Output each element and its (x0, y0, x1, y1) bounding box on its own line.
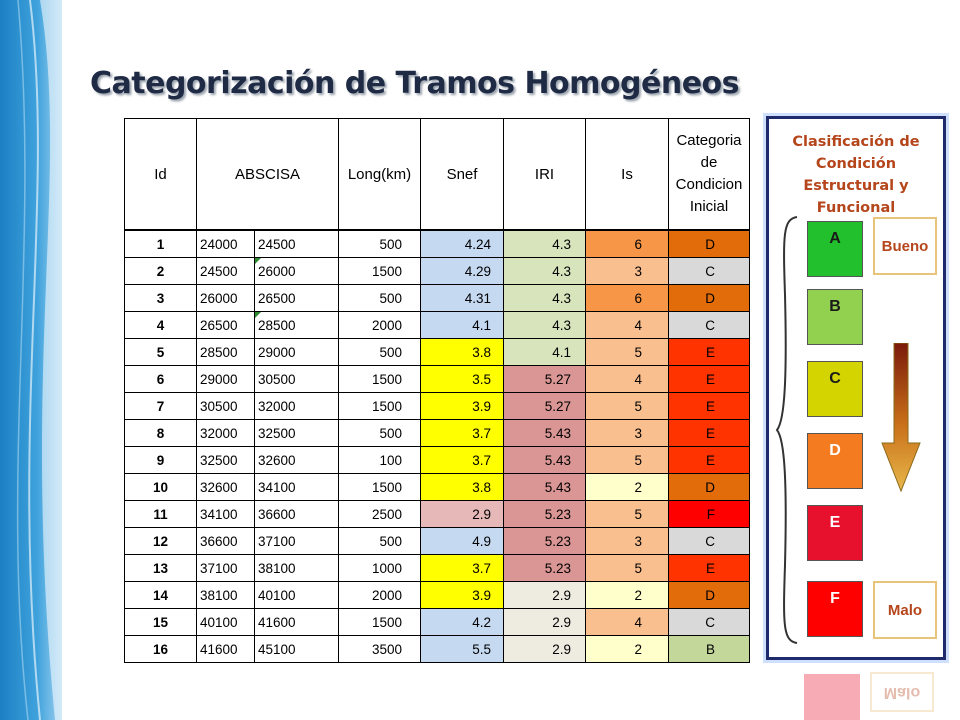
cell-categoria: C (669, 609, 750, 636)
grade-box-e: E (807, 505, 863, 561)
cell-snef: 4.31 (421, 285, 504, 312)
cell-abscisa-from: 26500 (197, 312, 255, 339)
id: 9 (125, 447, 197, 474)
cell-abscisa-to: 28500 (255, 312, 339, 339)
cell-comment-marker (255, 258, 261, 264)
cell-long: 2500 (339, 501, 421, 528)
cell-iri: 2.9 (504, 636, 586, 663)
cell-iri: 5.27 (504, 366, 586, 393)
grade-box-d: D (807, 433, 863, 489)
cell-long: 1500 (339, 609, 421, 636)
cell-categoria: E (669, 366, 750, 393)
cell-abscisa-from: 30500 (197, 393, 255, 420)
id: 10 (125, 474, 197, 501)
cell-snef: 3.8 (421, 474, 504, 501)
header-snef: Snef (421, 119, 504, 231)
id: 5 (125, 339, 197, 366)
cell-snef: 5.5 (421, 636, 504, 663)
cell-categoria: F (669, 501, 750, 528)
left-ribbon-decoration (0, 0, 62, 720)
bad-label: Malo (873, 581, 937, 639)
id: 6 (125, 366, 197, 393)
table-row (125, 420, 750, 447)
cell-abscisa-to: 37100 (255, 528, 339, 555)
legend-title-line1: Clasificación de (792, 134, 920, 150)
cell-abscisa-from: 24500 (197, 258, 255, 285)
cell-abscisa-to: 34100 (255, 474, 339, 501)
cell-iri: 4.3 (504, 285, 586, 312)
grade-box-f: F (807, 581, 863, 637)
cell-is: 2 (586, 474, 669, 501)
id: 11 (125, 501, 197, 528)
cell-is: 3 (586, 528, 669, 555)
cell-snef: 3.8 (421, 339, 504, 366)
cell-categoria: B (669, 636, 750, 663)
cell-abscisa-to: 41600 (255, 609, 339, 636)
id: 15 (125, 609, 197, 636)
cell-iri: 5.43 (504, 447, 586, 474)
header-categoria: Categoria de Condicion Inicial (669, 119, 750, 231)
legend-title-line3: Funcional (816, 200, 896, 216)
cell-is: 3 (586, 258, 669, 285)
cell-is: 5 (586, 339, 669, 366)
cell-abscisa-from: 32500 (197, 447, 255, 474)
cell-abscisa-to: 45100 (255, 636, 339, 663)
cell-abscisa-from: 41600 (197, 636, 255, 663)
cell-categoria: D (669, 474, 750, 501)
id: 3 (125, 285, 197, 312)
table-row (125, 366, 750, 393)
cell-is: 6 (586, 230, 669, 258)
cell-abscisa-to: 24500 (255, 230, 339, 258)
cell-snef: 3.9 (421, 582, 504, 609)
grade-box-a: A (807, 221, 863, 277)
cell-abscisa-to: 38100 (255, 555, 339, 582)
table-body (125, 230, 750, 663)
cell-categoria: E (669, 393, 750, 420)
cell-long: 1500 (339, 258, 421, 285)
cell-snef: 2.9 (421, 501, 504, 528)
cell-snef: 4.9 (421, 528, 504, 555)
table-row (125, 285, 750, 312)
cell-abscisa-to: 30500 (255, 366, 339, 393)
grade-box-c: C (807, 361, 863, 417)
cell-long: 2000 (339, 582, 421, 609)
cell-is: 5 (586, 555, 669, 582)
cell-long: 500 (339, 420, 421, 447)
cell-categoria: C (669, 258, 750, 285)
cell-is: 5 (586, 393, 669, 420)
id: 7 (125, 393, 197, 420)
cell-is: 2 (586, 636, 669, 663)
cell-iri: 5.23 (504, 501, 586, 528)
table-row (125, 474, 750, 501)
cell-long: 500 (339, 285, 421, 312)
cell-snef: 4.24 (421, 230, 504, 258)
cell-is: 2 (586, 582, 669, 609)
cell-iri: 5.43 (504, 420, 586, 447)
cell-abscisa-from: 24000 (197, 230, 255, 258)
table-row (125, 555, 750, 582)
cell-long: 100 (339, 447, 421, 474)
cell-iri: 2.9 (504, 582, 586, 609)
cell-iri: 5.27 (504, 393, 586, 420)
cell-abscisa-to: 26500 (255, 285, 339, 312)
cell-abscisa-from: 36600 (197, 528, 255, 555)
table-row (125, 609, 750, 636)
id: 13 (125, 555, 197, 582)
cell-snef: 4.1 (421, 312, 504, 339)
header-id: Id (125, 119, 197, 231)
grade-box-b: B (807, 289, 863, 345)
cell-snef: 4.2 (421, 609, 504, 636)
cell-snef: 4.29 (421, 258, 504, 285)
cell-snef: 3.7 (421, 420, 504, 447)
cell-is: 3 (586, 420, 669, 447)
legend-reflection (766, 664, 940, 720)
cell-is: 6 (586, 285, 669, 312)
cell-categoria: D (669, 285, 750, 312)
cell-abscisa-from: 29000 (197, 366, 255, 393)
cell-long: 3500 (339, 636, 421, 663)
cell-abscisa-to: 32600 (255, 447, 339, 474)
table-row (125, 230, 750, 258)
table-row (125, 528, 750, 555)
legend-title (769, 131, 943, 219)
cell-abscisa-from: 40100 (197, 609, 255, 636)
cell-long: 1500 (339, 474, 421, 501)
cell-is: 4 (586, 366, 669, 393)
cell-abscisa-to: 40100 (255, 582, 339, 609)
id: 2 (125, 258, 197, 285)
id: 16 (125, 636, 197, 663)
cell-abscisa-from: 26000 (197, 285, 255, 312)
cell-iri: 5.43 (504, 474, 586, 501)
cell-snef: 3.7 (421, 555, 504, 582)
id: 4 (125, 312, 197, 339)
header-iri: IRI (504, 119, 586, 231)
cell-abscisa-from: 38100 (197, 582, 255, 609)
cell-snef: 3.7 (421, 447, 504, 474)
cell-iri: 4.3 (504, 258, 586, 285)
cell-categoria: E (669, 420, 750, 447)
slide-title: Categorización de Tramos Homogéneos (90, 66, 740, 101)
table-row (125, 393, 750, 420)
cell-iri: 4.3 (504, 230, 586, 258)
cell-long: 500 (339, 339, 421, 366)
cell-snef: 3.9 (421, 393, 504, 420)
cell-categoria: C (669, 312, 750, 339)
table-row (125, 501, 750, 528)
id: 1 (125, 230, 197, 258)
cell-abscisa-to: 32500 (255, 420, 339, 447)
categorization-table (124, 118, 750, 663)
good-label: Bueno (873, 217, 937, 275)
cell-is: 5 (586, 501, 669, 528)
cell-iri: 5.23 (504, 528, 586, 555)
cell-iri: 4.1 (504, 339, 586, 366)
cell-abscisa-to: 29000 (255, 339, 339, 366)
classification-legend (766, 116, 946, 660)
cell-categoria: D (669, 582, 750, 609)
reflection-label: Malo (870, 672, 934, 712)
cell-categoria: C (669, 528, 750, 555)
id: 8 (125, 420, 197, 447)
cell-iri: 4.3 (504, 312, 586, 339)
cell-snef: 3.5 (421, 366, 504, 393)
cell-categoria: E (669, 447, 750, 474)
header-abscisa: ABSCISA (197, 119, 339, 231)
cell-long: 1500 (339, 366, 421, 393)
cell-categoria: E (669, 555, 750, 582)
cell-long: 2000 (339, 312, 421, 339)
table-row (125, 339, 750, 366)
cell-iri: 5.23 (504, 555, 586, 582)
table-row (125, 258, 750, 285)
table-row (125, 636, 750, 663)
cell-long: 500 (339, 230, 421, 258)
down-arrow-icon (881, 343, 921, 493)
table-row (125, 582, 750, 609)
cell-comment-marker (255, 312, 261, 318)
cell-is: 4 (586, 609, 669, 636)
cell-abscisa-to: 36600 (255, 501, 339, 528)
table-row (125, 447, 750, 474)
id: 12 (125, 528, 197, 555)
header-long: Long(km) (339, 119, 421, 231)
cell-categoria: D (669, 230, 750, 258)
cell-iri: 2.9 (504, 609, 586, 636)
cell-long: 1500 (339, 393, 421, 420)
cell-is: 4 (586, 312, 669, 339)
cell-categoria: E (669, 339, 750, 366)
cell-long: 500 (339, 528, 421, 555)
cell-abscisa-to: 32000 (255, 393, 339, 420)
cell-abscisa-from: 32600 (197, 474, 255, 501)
cell-abscisa-from: 37100 (197, 555, 255, 582)
cell-abscisa-to: 26000 (255, 258, 339, 285)
cell-is: 5 (586, 447, 669, 474)
cell-long: 1000 (339, 555, 421, 582)
cell-abscisa-from: 34100 (197, 501, 255, 528)
id: 14 (125, 582, 197, 609)
reflection-grade (804, 674, 860, 720)
cell-abscisa-from: 28500 (197, 339, 255, 366)
cell-abscisa-from: 32000 (197, 420, 255, 447)
legend-title-line2: Condición Estructural y (803, 156, 909, 194)
brace-icon (775, 215, 801, 645)
table-header-row (125, 119, 750, 231)
table-row (125, 312, 750, 339)
header-is: Is (586, 119, 669, 231)
